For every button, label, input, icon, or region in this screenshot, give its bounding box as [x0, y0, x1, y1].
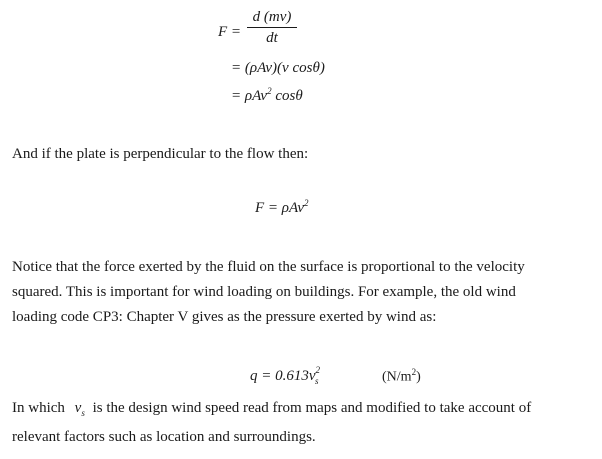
force-lhs-text: F =	[218, 24, 242, 40]
which-var	[75, 400, 85, 416]
perpendicular-equation	[255, 198, 308, 217]
equation-line-2	[231, 60, 325, 77]
which-pre: In which	[12, 400, 65, 416]
fraction-denominator: dt	[266, 30, 278, 46]
fraction-numerator: d (mv)	[252, 9, 292, 25]
equation-line-3-post: cosθ	[271, 88, 303, 104]
perpendicular-intro-text: And if the plate is perpendicular to the flow then:	[12, 146, 309, 162]
equation-line-3	[231, 86, 303, 105]
which-var-sub: s	[81, 408, 85, 418]
notice-line-2	[12, 280, 590, 305]
wind-pressure-equation-sub: s	[315, 376, 319, 386]
wind-pressure-equation	[250, 366, 319, 386]
unit-post: )	[416, 369, 421, 385]
equation-line-2-text: = (ρAv)(v cosθ)	[231, 60, 325, 76]
which-post: is the design wind speed read from maps and modified to take account of	[92, 400, 532, 416]
fraction-bar	[247, 27, 297, 28]
notice-line-2-text: squared. This is important for wind loading on buildings. For example, the old wind	[12, 284, 516, 300]
relevant-line-text: relevant factors such as location and surroundings.	[12, 429, 316, 445]
equation-line-3-sup: 2	[267, 86, 272, 96]
force-lhs	[218, 24, 241, 41]
notice-line-3	[12, 305, 590, 330]
wind-pressure-equation-pre: q = 0.613v	[250, 368, 316, 384]
which-line	[12, 396, 590, 426]
unit-pre: (N/m	[382, 369, 412, 385]
relevant-line	[12, 425, 590, 450]
perpendicular-equation-pre: F = ρAv	[255, 200, 304, 216]
perpendicular-equation-sup: 2	[303, 198, 309, 208]
notice-line-3-text: loading code CP3: Chapter V gives as the pressure exerted by wind as:	[12, 309, 437, 325]
wind-pressure-equation-sup: 2	[315, 365, 321, 375]
momentum-fraction	[241, 8, 303, 46]
notice-line-1-text: Notice that the force exerted by the fluid on the surface is proportional to the velocity	[12, 259, 525, 275]
notice-line-1	[12, 255, 590, 280]
perpendicular-intro	[12, 142, 590, 167]
wind-pressure-unit	[382, 367, 421, 386]
equation-line-3-pre: = ρAv	[231, 88, 268, 104]
which-var-text: v	[74, 400, 82, 416]
unit-sup: 2	[411, 367, 417, 377]
